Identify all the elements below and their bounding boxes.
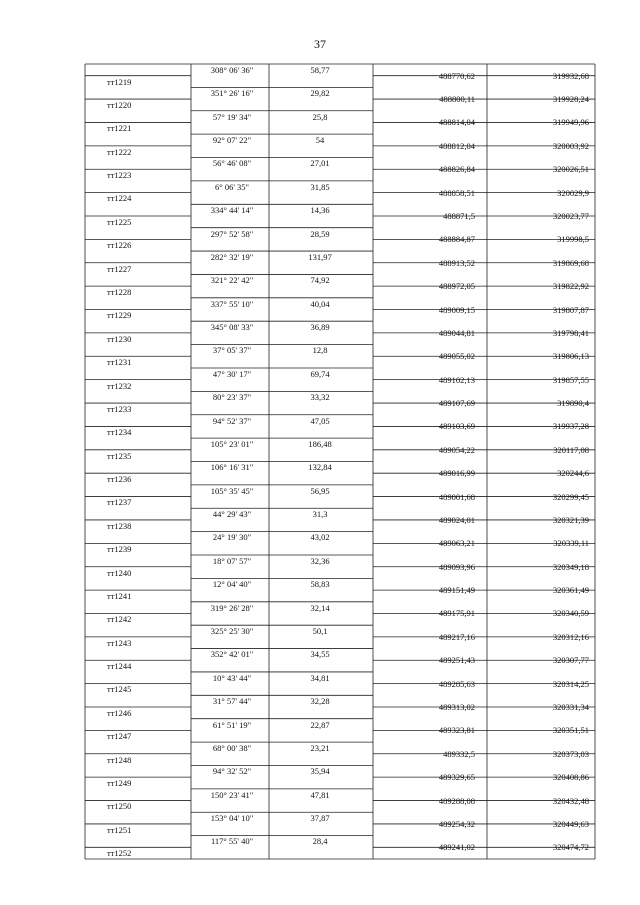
bearing-angle: 150° 23' 41" <box>210 789 254 800</box>
coordinate-x: 489329,65 <box>438 772 475 783</box>
coordinate-y: 319806,13 <box>552 351 589 362</box>
point-name: тт1232 <box>107 380 132 391</box>
bearing-angle: 92° 07' 22" <box>212 134 252 145</box>
coordinate-y: 320349,18 <box>552 561 589 572</box>
bearing-angle: 56° 46' 08" <box>212 158 252 169</box>
segment-distance: 31,3 <box>312 509 328 520</box>
point-name: тт1228 <box>107 286 132 297</box>
bearing-angle: 37° 05' 37" <box>212 345 252 356</box>
coordinates-table <box>85 64 595 859</box>
segment-distance: 47,05 <box>310 415 330 426</box>
segment-distance: 34,81 <box>310 672 330 683</box>
segment-distance: 12,8 <box>312 345 328 356</box>
coordinate-y: 319890,4 <box>557 398 589 409</box>
bearing-angle: 345° 08' 33" <box>210 322 254 333</box>
coordinate-y: 320312,16 <box>552 631 589 642</box>
point-name: тт1221 <box>107 123 132 134</box>
coordinate-y: 320003,92 <box>552 140 589 151</box>
bearing-angle: 47° 30' 17" <box>212 368 252 379</box>
segment-distance: 131,97 <box>308 251 332 262</box>
point-name: тт1251 <box>107 824 132 835</box>
bearing-angle: 12° 04' 40" <box>212 579 252 590</box>
point-name: тт1246 <box>107 707 132 718</box>
segment-distance: 28,4 <box>312 836 328 847</box>
coordinate-y: 320023,77 <box>552 210 589 221</box>
point-name: тт1248 <box>107 754 132 765</box>
segment-distance: 54 <box>315 134 325 145</box>
coordinate-y: 319937,28 <box>552 421 589 432</box>
coordinate-x: 489093,96 <box>438 561 475 572</box>
coordinate-x: 488814,04 <box>438 117 475 128</box>
coordinate-y: 320449,63 <box>552 818 589 829</box>
coordinate-x: 489251,43 <box>438 655 475 666</box>
bearing-angle: 61° 51' 19" <box>212 719 252 730</box>
point-name: тт1223 <box>107 170 132 181</box>
segment-distance: 28,59 <box>310 228 330 239</box>
coordinate-x: 488972,05 <box>438 281 475 292</box>
coordinate-x: 489323,81 <box>438 725 475 736</box>
coordinate-y: 320432,48 <box>552 795 589 806</box>
coordinate-y: 320340,59 <box>552 608 589 619</box>
coordinate-x: 489241,02 <box>438 842 475 853</box>
coordinate-x: 488858,51 <box>438 187 475 198</box>
point-name: тт1237 <box>107 497 132 508</box>
coordinate-y: 319798,41 <box>552 327 589 338</box>
coordinate-x: 489102,13 <box>438 374 475 385</box>
bearing-angle: 325° 25' 30" <box>210 626 254 637</box>
point-name: тт1219 <box>107 76 132 87</box>
coordinate-y: 320244,6 <box>557 468 589 479</box>
coordinate-x: 489107,69 <box>438 398 475 409</box>
page-number: 37 <box>314 37 326 51</box>
point-name: тт1239 <box>107 544 132 555</box>
point-name: тт1241 <box>107 590 132 601</box>
point-name: тт1222 <box>107 146 132 157</box>
point-name: тт1234 <box>107 427 132 438</box>
bearing-angle: 57° 19' 34" <box>212 111 252 122</box>
coordinate-y: 320361,49 <box>552 585 589 596</box>
coordinate-x: 489009,15 <box>438 304 475 315</box>
bearing-angle: 94° 32' 52" <box>212 766 252 777</box>
point-name: тт1243 <box>107 637 132 648</box>
bearing-angle: 106° 16' 31" <box>210 462 254 473</box>
coordinate-x: 489024,01 <box>438 514 475 525</box>
coordinate-y: 319857,55 <box>552 374 589 385</box>
bearing-angle: 105° 35' 45" <box>210 485 254 496</box>
segment-distance: 34,55 <box>310 649 330 660</box>
segment-distance: 32,14 <box>310 602 330 613</box>
bearing-angle: 308° 06' 36" <box>210 64 254 75</box>
coordinate-y: 319807,87 <box>552 304 589 315</box>
segment-distance: 74,92 <box>310 275 330 286</box>
coordinate-x: 489332,5 <box>443 748 475 759</box>
coordinate-y: 320331,34 <box>552 702 589 712</box>
point-name: тт1220 <box>107 99 132 110</box>
coordinate-y: 319998,5 <box>557 234 589 245</box>
bearing-angle: 117° 55' 40" <box>210 836 254 847</box>
coordinate-y: 319869,68 <box>552 257 589 268</box>
coordinate-x: 489313,02 <box>438 702 475 712</box>
point-name: тт1240 <box>107 567 132 578</box>
point-name: тт1247 <box>107 731 132 742</box>
coordinate-y: 320351,51 <box>552 725 589 736</box>
segment-distance: 32,36 <box>310 555 330 566</box>
coordinate-x: 488770,62 <box>438 70 475 81</box>
segment-distance: 35,94 <box>310 766 330 777</box>
bearing-angle: 10° 43' 44" <box>212 672 252 683</box>
segment-distance: 58,77 <box>310 64 330 75</box>
bearing-angle: 68° 00' 38" <box>212 742 252 753</box>
point-name: тт1238 <box>107 520 132 531</box>
segment-distance: 50,1 <box>312 626 328 637</box>
bearing-angle: 282° 32' 19" <box>210 251 254 262</box>
point-name: тт1236 <box>107 474 132 485</box>
coordinate-y: 320339,11 <box>553 538 589 549</box>
segment-distance: 36,89 <box>310 322 330 333</box>
bearing-angle: 319° 26' 28" <box>210 602 254 613</box>
bearing-angle: 351° 26' 16" <box>210 88 254 99</box>
point-name: тт1233 <box>107 403 132 414</box>
coordinate-x: 488871,5 <box>443 210 475 221</box>
point-name: тт1231 <box>107 357 132 368</box>
segment-distance: 132,84 <box>308 462 332 473</box>
coordinate-y: 320029,9 <box>557 187 589 198</box>
bearing-angle: 80° 23' 37" <box>212 392 252 403</box>
coordinate-y: 320307,77 <box>552 655 589 666</box>
coordinate-y: 320474,72 <box>552 842 589 853</box>
coordinate-x: 488913,52 <box>438 257 475 268</box>
point-name: тт1227 <box>107 263 132 274</box>
coordinate-x: 488826,84 <box>438 164 475 175</box>
point-name: тт1229 <box>107 310 132 321</box>
bearing-angle: 18° 07' 57" <box>212 555 252 566</box>
segment-distance: 40,04 <box>310 298 330 309</box>
segment-distance: 25,8 <box>312 111 328 122</box>
bearing-angle: 31° 57' 44" <box>212 696 252 707</box>
bearing-angle: 94° 52' 37" <box>212 415 252 426</box>
coordinate-x: 489044,81 <box>438 327 475 338</box>
coordinate-y: 320373,03 <box>552 748 589 759</box>
coordinate-x: 489103,69 <box>438 421 475 432</box>
coordinate-x: 489001,68 <box>438 491 475 502</box>
coordinate-x: 489285,63 <box>438 678 475 689</box>
point-name: тт1249 <box>107 778 132 788</box>
coordinate-x: 489016,99 <box>438 468 475 479</box>
coordinate-y: 319928,24 <box>552 94 589 105</box>
bearing-angle: 337° 55' 10" <box>210 298 254 309</box>
point-name: тт1244 <box>107 661 132 672</box>
segment-distance: 22,87 <box>310 719 330 730</box>
coordinate-y: 319949,96 <box>552 117 589 128</box>
segment-distance: 14,36 <box>310 205 330 216</box>
segment-distance: 56,95 <box>310 485 330 496</box>
coordinate-y: 320321,39 <box>552 514 589 525</box>
segment-distance: 37,87 <box>310 813 330 824</box>
coordinate-x: 489063,21 <box>438 538 475 549</box>
segment-distance: 27,01 <box>310 158 330 169</box>
coordinate-x: 489151,49 <box>438 585 475 596</box>
segment-distance: 47,81 <box>310 789 330 800</box>
bearing-angle: 297° 52' 58" <box>210 228 254 239</box>
coordinate-y: 319932,68 <box>552 70 589 81</box>
coordinate-y: 320314,25 <box>552 678 589 689</box>
coordinate-y: 319822,92 <box>552 281 589 292</box>
bearing-angle: 6° 06' 35" <box>215 181 249 192</box>
bearing-angle: 24° 19' 30" <box>212 532 252 543</box>
bearing-angle: 352° 42' 01" <box>210 649 254 660</box>
coordinate-y: 320117,08 <box>553 444 589 455</box>
point-name: тт1250 <box>107 801 132 812</box>
coordinate-x: 488812,04 <box>438 140 475 151</box>
segment-distance: 31,85 <box>310 181 330 192</box>
segment-distance: 58,83 <box>310 579 330 590</box>
coordinate-x: 489254,32 <box>438 818 475 829</box>
coordinate-y: 320026,51 <box>552 164 589 175</box>
segment-distance: 186,48 <box>308 438 332 449</box>
segment-distance: 29,82 <box>310 88 330 99</box>
coordinate-x: 489288,08 <box>438 795 475 806</box>
coordinate-x: 489175,91 <box>438 608 475 619</box>
coordinate-x: 488800,11 <box>439 94 475 105</box>
segment-distance: 23,21 <box>310 742 330 753</box>
bearing-angle: 153° 04' 10" <box>210 813 254 824</box>
segment-distance: 33,32 <box>310 392 330 403</box>
bearing-angle: 321° 22' 42" <box>210 275 254 286</box>
bearing-angle: 105° 23' 01" <box>210 438 254 449</box>
point-name: тт1230 <box>107 333 132 344</box>
point-name: тт1224 <box>107 193 132 204</box>
segment-distance: 43,02 <box>310 532 330 543</box>
coordinate-y: 320408,86 <box>552 772 589 783</box>
bearing-angle: 44° 29' 43" <box>212 509 252 520</box>
coordinate-x: 489055,02 <box>438 351 475 362</box>
coordinate-y: 320299,45 <box>552 491 589 502</box>
segment-distance: 69,74 <box>310 368 330 379</box>
point-name: тт1225 <box>107 216 132 227</box>
coordinate-x: 488884,87 <box>438 234 475 245</box>
coordinate-x: 489217,16 <box>438 631 475 642</box>
point-name: тт1226 <box>107 240 132 251</box>
point-name: тт1245 <box>107 684 132 695</box>
point-name: тт1252 <box>107 848 132 859</box>
coordinate-x: 489054,22 <box>438 444 475 455</box>
point-name: тт1242 <box>107 614 132 625</box>
segment-distance: 32,28 <box>310 696 330 707</box>
bearing-angle: 334° 44' 14" <box>210 205 254 216</box>
point-name: тт1235 <box>107 450 132 461</box>
